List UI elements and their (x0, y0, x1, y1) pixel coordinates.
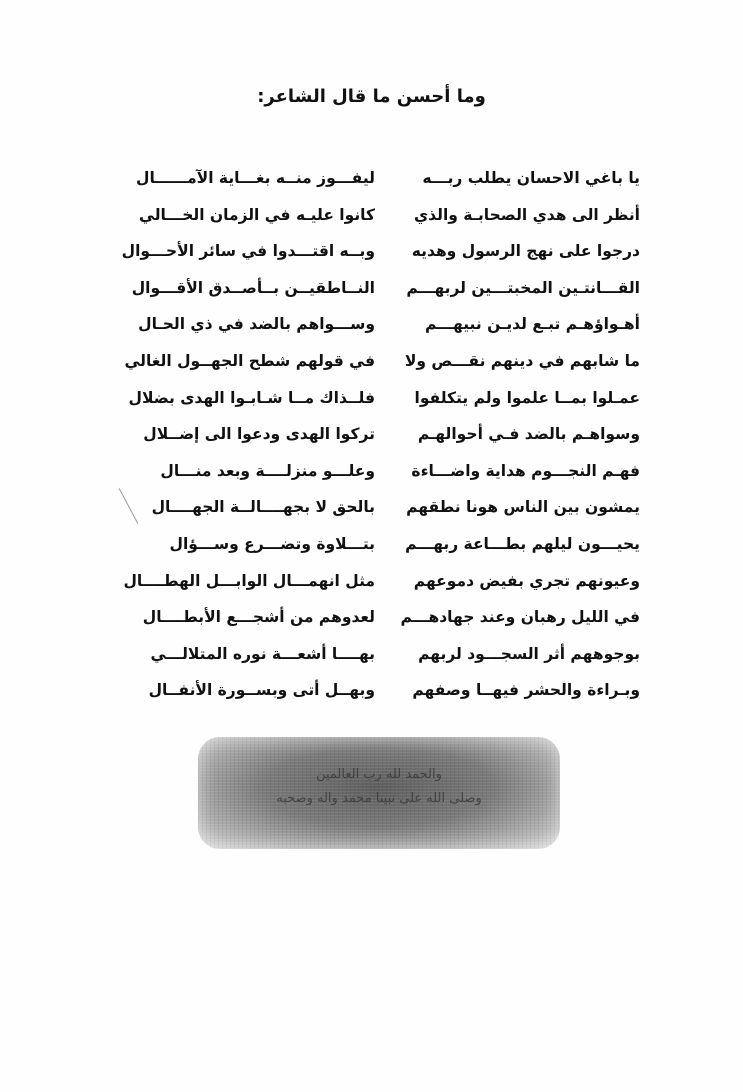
verse-line (120, 270, 640, 307)
verse-first-hemistich: درجوا على نهج الرسول وهديه (411, 242, 640, 261)
verse-second-hemistich: النــاطقيــن بــأصــدق الأقـــوال (131, 278, 375, 297)
page-heading: وما أحسن ما قال الشاعر: (257, 86, 486, 107)
verse-line (120, 160, 640, 197)
verse-first-hemistich: أهـواؤهـم تبـع لديـن نبيهـــم (424, 315, 640, 334)
verse-line (120, 489, 640, 526)
verse-line (120, 416, 640, 453)
verse-line (120, 672, 640, 709)
poem (120, 160, 640, 709)
verse-first-hemistich: وعيونهم تجري بفيض دموعهم (413, 571, 640, 590)
verse-second-hemistich: مثل انهمـــال الوابـــل الهطــــال (123, 571, 375, 590)
verse-second-hemistich: بهــــا أشعـــة نوره المتلالـــي (150, 644, 375, 663)
verse-first-hemistich: وبـراءة والحشر فيهــا وصفهم (412, 681, 640, 700)
verse-line (120, 526, 640, 563)
closing-line-2: وصلى الله على نبينا محمد وآله وصحبه (276, 791, 482, 806)
verse-second-hemistich: وســـواهم بالضد في ذي الحـال (138, 315, 375, 334)
verse-first-hemistich: فهـم النجـــوم هداية واضـــاءة (411, 461, 640, 480)
verse-second-hemistich: تركوا الهدى ودعوا الى إضــلال (143, 425, 375, 444)
verse-line (120, 343, 640, 380)
verse-second-hemistich: وبــه اقتـــدوا في سائر الأحـــوال (121, 242, 375, 261)
verse-line (120, 380, 640, 417)
verse-first-hemistich: ما شابهم في دينهم نقـــص ولا (404, 351, 640, 370)
verse-second-hemistich: كانوا عليـه في الزمان الخـــالي (139, 205, 375, 224)
verse-first-hemistich: أنظر الى هدي الصحابـة والذي (413, 205, 640, 224)
verse-line (120, 306, 640, 343)
closing-frame (198, 737, 560, 849)
verse-second-hemistich: ليفـــوز منــه بغـــاية الآمــــــال (136, 169, 375, 187)
verse-line (120, 233, 640, 270)
closing-line-1: والحمد لله رب العالمين (316, 767, 442, 782)
verse-first-hemistich: في الليل رهبان وعند جهادهـــم (400, 608, 640, 627)
verse-first-hemistich: بوجوههم أثر السجـــود لربهم (418, 644, 640, 663)
verse-second-hemistich: في قولهم شطح الجهــول الغالي (124, 351, 375, 370)
verse-second-hemistich: فلــذاك مــا شـابـوا الهدى بضلال (128, 388, 375, 407)
verse-line (120, 197, 640, 234)
verse-second-hemistich: وبهــل أتى وبســورة الأنفــال (148, 681, 375, 700)
verse-second-hemistich: بالحق لا بجهــــالــة الجهــــال (151, 498, 375, 517)
verse-first-hemistich: يحيـــون ليلهم بطـــاعة ربهـــم (405, 534, 640, 553)
verse-first-hemistich: يا باغي الاحسان يطلب ربـــه (422, 169, 640, 187)
verse-second-hemistich: بتـــلاوة وتضـــرع وســـؤال (169, 534, 375, 553)
verse-second-hemistich: لعدوهم من أشجـــع الأبطــــال (142, 608, 375, 627)
verse-line (120, 636, 640, 673)
verse-first-hemistich: يمشون بين الناس هونا نطقهم (406, 498, 640, 517)
verse-first-hemistich: وسواهـم بالضد فـي أحوالهـم (417, 425, 640, 444)
verse-first-hemistich: عمـلوا بمــا علموا ولم يتكلفوا (414, 388, 640, 407)
verse-line (120, 599, 640, 636)
verse-second-hemistich: وعلـــو منزلــــة وبعد منـــال (160, 461, 375, 480)
verse-first-hemistich: القـــانتـين المخبتـــين لربهـــم (406, 278, 640, 297)
verse-line (120, 453, 640, 490)
verse-line (120, 563, 640, 600)
